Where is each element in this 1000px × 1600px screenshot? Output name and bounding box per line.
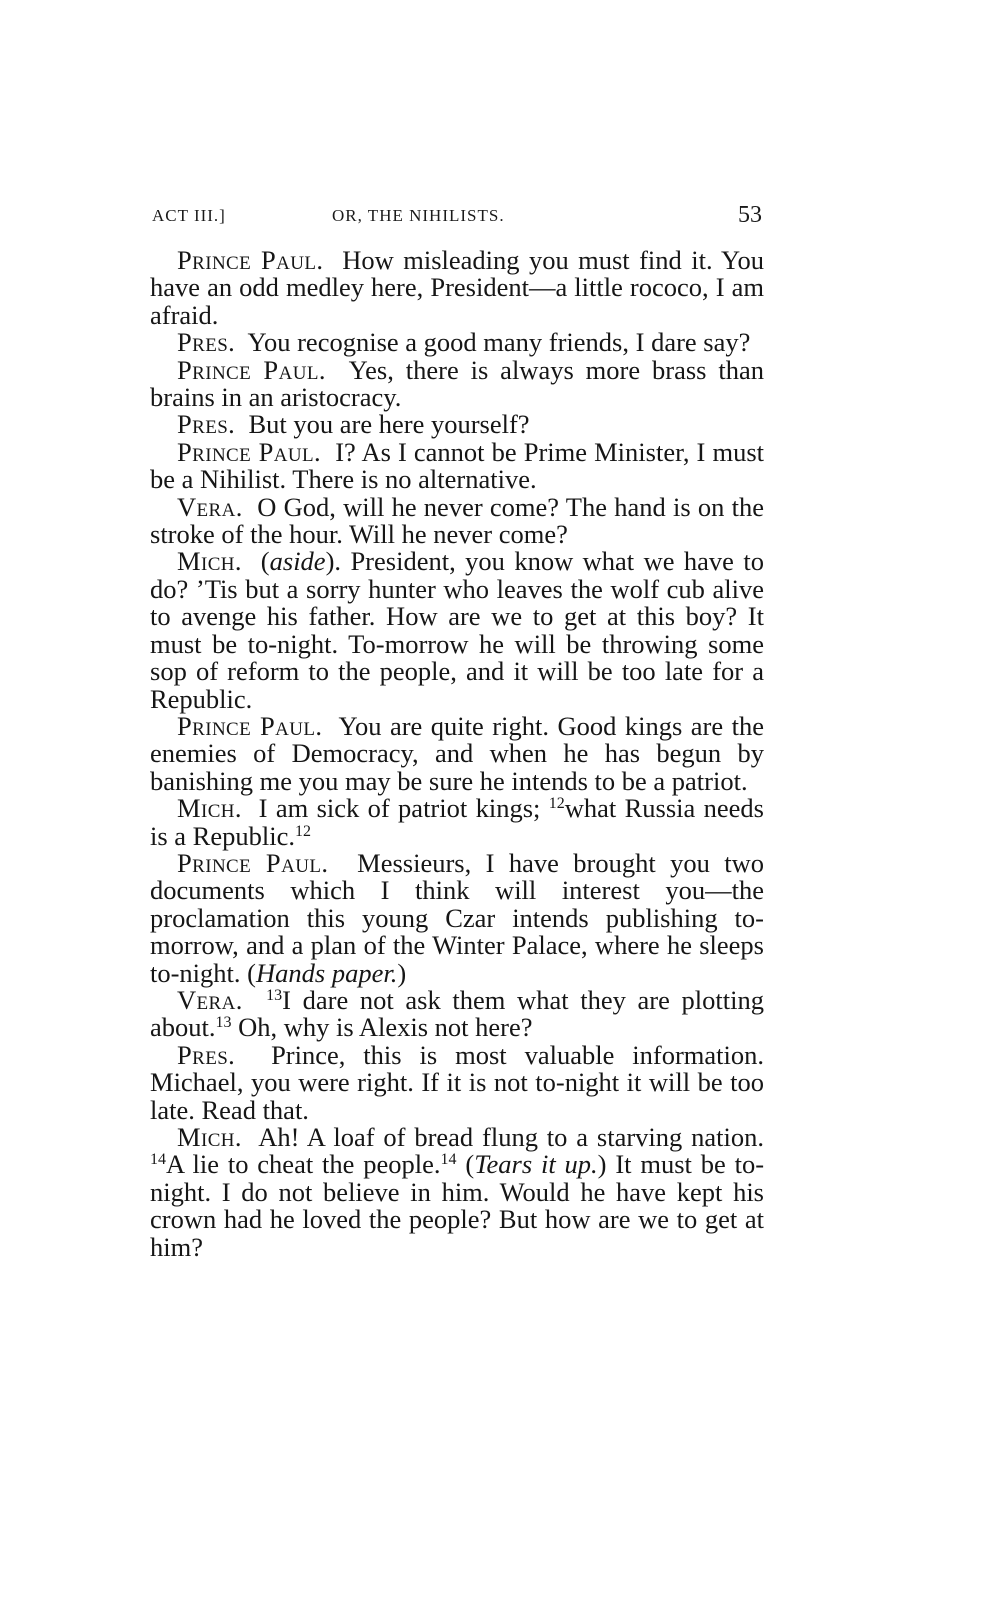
running-head <box>152 200 762 240</box>
speech-text: You recognise a good many friends, I dare say? <box>247 327 751 358</box>
speaker-name: Prince Paul. <box>177 710 323 741</box>
speech-paragraph <box>150 329 764 356</box>
speaker-name: Prince Paul. <box>177 847 329 878</box>
speech-paragraph <box>150 411 764 438</box>
speech-text: Ah! A loaf of bread flung to a starving nation. <box>258 1122 764 1152</box>
stage-direction: aside <box>269 546 326 577</box>
act-label: ACT III.] <box>152 206 226 225</box>
speech-paragraph <box>150 847 765 988</box>
speaker-name: Pres. <box>177 409 236 440</box>
speech-text: ). President, you know what we have to do? ’Tis but a sorry hunter who leaves the wolf cub alive to avenge his father. How are we to get at this boy? It must be to-night. To-morrow he will be throwing some sop of reform to the people, and it will be too late for a Republic. <box>150 546 764 714</box>
footnote-marker: 12 <box>548 795 565 813</box>
stage-direction: Tears it up. <box>474 1149 598 1180</box>
speaker-name: Pres. <box>177 1039 236 1070</box>
speech-text: ) <box>397 957 407 988</box>
speech-text: ( <box>456 1149 475 1180</box>
speech-text: You are quite right. Good kings are the enemies of Democracy, and when he has begun by banishing me you may be sure he intends to be a patriot. <box>150 710 764 796</box>
speaker-name: Prince Paul. <box>177 245 324 275</box>
speech-text: Prince, this is most valuable information. Michael, you were right. If it is not to-night it will be too late. Read that. <box>150 1039 764 1125</box>
speaker-name: Prince Paul. <box>177 354 326 385</box>
footnote-marker: 13 <box>215 1014 232 1032</box>
speech-text: O God, will he never come? The hand is on the stroke of the hour. Will he never come? <box>150 491 764 550</box>
speech-text: I dare not ask them what they are plotting about. <box>150 984 764 1043</box>
speech-text: How misleading you must find it. You have an odd medley here, President—a little rococo, I am afraid. <box>150 245 765 330</box>
speaker-name: Prince Paul. <box>177 436 322 467</box>
speech-paragraph <box>150 710 764 796</box>
speech-text: I am sick of patriot kings; <box>258 793 549 824</box>
speaker-name: Mich. <box>177 546 242 577</box>
speech-text: ) It must be to-night. I do not believe in him. Would he have kept his crown had he loved the people? But how are we to get at him? <box>150 1149 765 1262</box>
speech-text: Messieurs, I have brought you two documents which I think will interest you—the proclamation this young Czar intends publishing to-morrow, and a plan of the Winter Palace, where he sleeps to-night. ( <box>150 847 765 988</box>
speaker-name: Vera. <box>177 491 243 522</box>
stage-direction: Hands paper. <box>256 957 398 988</box>
speech-paragraph <box>150 354 764 413</box>
speaker-name: Mich. <box>177 793 242 824</box>
speech-text: I? As I cannot be Prime Minister, I must be a Nihilist. There is no alternative. <box>150 436 765 495</box>
speaker-name: Mich. <box>177 1122 242 1152</box>
speech-paragraph <box>150 795 764 850</box>
dialogue-body <box>150 247 764 1261</box>
footnote-marker: 14 <box>440 1151 457 1169</box>
footnote-marker: 13 <box>266 986 283 1004</box>
speech-paragraph <box>150 1124 764 1261</box>
speaker-name: Pres. <box>177 327 236 358</box>
speech-paragraph <box>150 984 764 1043</box>
speech-paragraph <box>150 491 764 550</box>
speech-text: Yes, there is always more brass than brains in an aristocracy. <box>150 354 764 413</box>
speech-paragraph <box>150 247 764 329</box>
speech-paragraph <box>150 436 765 495</box>
speech-text: what Russia needs is a Republic. <box>150 793 764 851</box>
footnote-marker: 14 <box>150 1151 166 1169</box>
speech-text: Oh, why is Alexis not here? <box>231 1012 533 1043</box>
page-number: 53 <box>738 202 762 228</box>
play-subtitle: OR, THE NIHILISTS. <box>332 206 505 225</box>
speech-paragraph <box>150 1039 764 1125</box>
speaker-name: Vera. <box>177 984 243 1015</box>
speech-text: A lie to cheat the people. <box>166 1149 441 1180</box>
speech-text: ( <box>260 546 270 577</box>
footnote-marker: 12 <box>295 822 311 840</box>
speech-paragraph <box>150 548 764 712</box>
speech-text: But you are here yourself? <box>248 409 530 440</box>
